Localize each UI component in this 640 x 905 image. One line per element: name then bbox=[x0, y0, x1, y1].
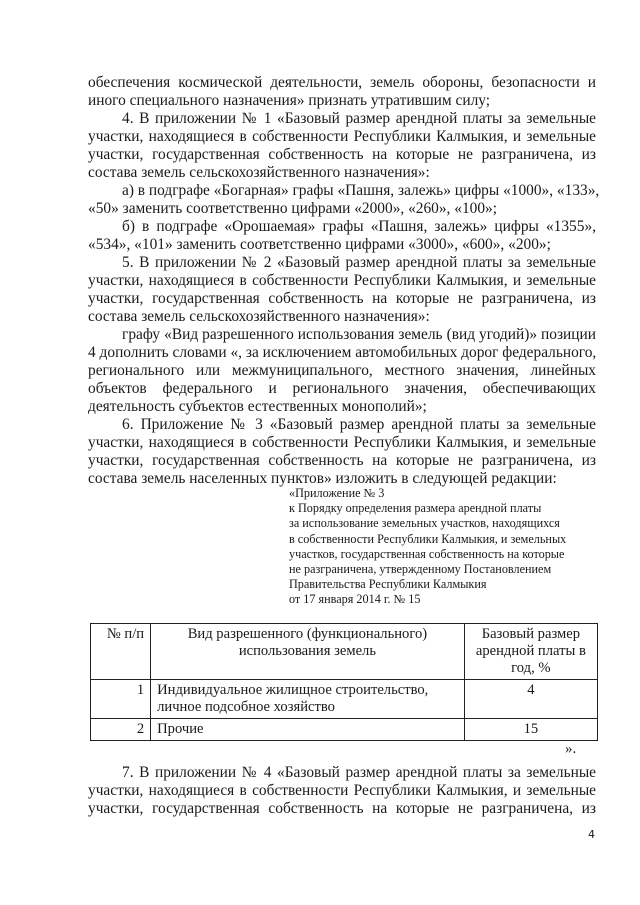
final-text bbox=[88, 764, 596, 818]
text-line: участки, государственная собственность на которые не разграничена, из bbox=[88, 452, 596, 469]
text-line: «50» заменить соответственно цифрами «2000», «260», «100»; bbox=[88, 200, 498, 217]
row-rate: 4 bbox=[464, 680, 597, 719]
text-line: состава земель населенных пунктов» изложить в следующей редакции: bbox=[88, 470, 557, 487]
text-line: б) в подграфе «Орошаемая» графы «Пашня, залежь» цифры «1355», bbox=[122, 218, 596, 235]
table-row bbox=[91, 680, 598, 719]
text-line: состава земель сельскохозяйственного назначения»: bbox=[88, 308, 430, 325]
row-number: 1 bbox=[91, 680, 151, 719]
text-line: графу «Вид разрешенного использования земель (вид угодий)» позиции bbox=[122, 326, 596, 343]
header-number: № п/п bbox=[91, 624, 151, 680]
header-land-use: Вид разрешенного (функционального) использования земель bbox=[151, 624, 465, 680]
appendix-header bbox=[289, 486, 589, 608]
text-line: регионального или межмуниципального, местного значения, линейных bbox=[88, 362, 596, 379]
header-rate: Базовый размер арендной платы в год, % bbox=[464, 624, 597, 680]
text-line: участки, государственная собственность на которые не разграничена, из bbox=[88, 146, 596, 163]
text-line: «534», «101» заменить соответственно цифрами «3000», «600», «200»; bbox=[88, 236, 551, 253]
appendix-line: от 17 января 2014 г. № 15 bbox=[289, 592, 421, 607]
appendix-line: к Порядку определения размера арендной платы bbox=[289, 501, 542, 516]
text-line: участки, находящиеся в собственности Республики Калмыкия, и земельные bbox=[88, 782, 596, 799]
page-number: 4 bbox=[588, 828, 595, 841]
rates-table bbox=[90, 623, 598, 741]
appendix-line: в собственности Республики Калмыкия, и земельных bbox=[289, 531, 567, 546]
text-line: деятельность субъектов естественных монополий»; bbox=[88, 398, 427, 415]
row-number: 2 bbox=[91, 719, 151, 741]
table-row bbox=[91, 719, 598, 741]
text-line: 5. В приложении № 2 «Базовый размер арендной платы за земельные bbox=[122, 254, 596, 271]
closing-quote: ». bbox=[565, 741, 577, 757]
text-line: обеспечения космической деятельности, земель обороны, безопасности и bbox=[88, 74, 596, 91]
row-land-use: Прочие bbox=[151, 719, 465, 741]
text-line: участки, находящиеся в собственности Республики Калмыкия, и земельные bbox=[88, 272, 596, 289]
row-land-use: Индивидуальное жилищное строительство, личное подсобное хозяйство bbox=[151, 680, 465, 719]
appendix-line: за использование земельных участков, находящихся bbox=[289, 516, 560, 531]
appendix-line: не разграничена, утвержденному Постановлением bbox=[289, 562, 552, 577]
body-text bbox=[88, 74, 600, 488]
text-line: иного специального назначения» признать утратившим силу; bbox=[88, 92, 491, 109]
text-line: участки, находящиеся в собственности Республики Калмыкия, и земельные bbox=[88, 128, 596, 145]
table-header-row bbox=[91, 624, 598, 680]
text-line: 4. В приложении № 1 «Базовый размер арендной платы за земельные bbox=[122, 110, 596, 127]
text-line: объектов федерального и регионального значения, обеспечивающих bbox=[88, 380, 596, 397]
appendix-line: участков, государственная собственность на которые bbox=[289, 546, 565, 561]
text-line: 6. Приложение № 3 «Базовый размер арендной платы за земельные bbox=[122, 416, 596, 433]
row-rate: 15 bbox=[464, 719, 597, 741]
text-line: участки, находящиеся в собственности Республики Калмыкия, и земельные bbox=[88, 434, 596, 451]
text-line: участки, государственная собственность на которые не разграничена, из bbox=[88, 290, 596, 307]
text-line: участки, государственная собственность на которые не разграничена, из bbox=[88, 800, 596, 817]
appendix-line: Правительства Республики Калмыкия bbox=[289, 577, 487, 592]
text-line: состава земель сельскохозяйственного назначения»: bbox=[88, 164, 430, 181]
text-line: 4 дополнить словами «, за исключением автомобильных дорог федерального, bbox=[88, 344, 597, 361]
text-line: 7. В приложении № 4 «Базовый размер арендной платы за земельные bbox=[122, 764, 596, 781]
appendix-line: «Приложение № 3 bbox=[289, 486, 385, 500]
text-line: а) в подграфе «Богарная» графы «Пашня, залежь» цифры «1000», «133», bbox=[122, 182, 600, 199]
